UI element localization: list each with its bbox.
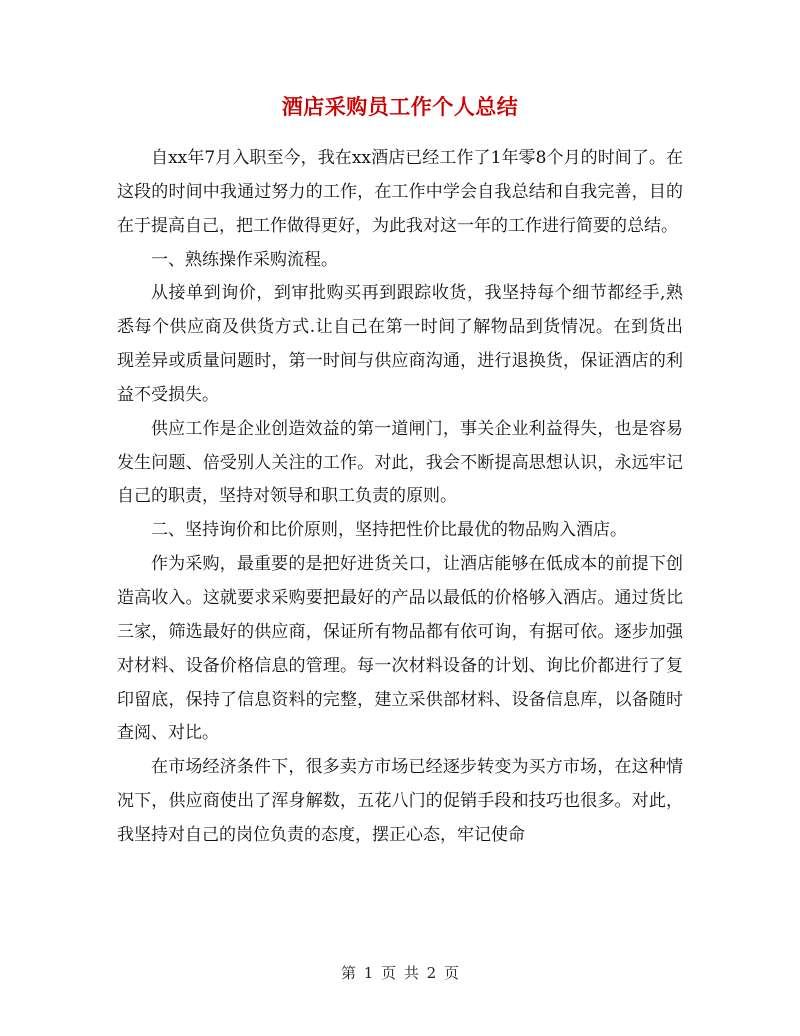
page-footer: 第 1 页 共 2 页 bbox=[341, 964, 459, 982]
section-heading-2: 二、坚持询价和比价原则，坚持把性价比最优的物品购入酒店。 bbox=[151, 520, 627, 541]
paragraph-intro: 自xx年7月入职至今，我在xx酒店已经工作了1年零8个月的时间了。在这段的时间中我通过努力的工作，在工作中学会自我总结和自我完善，目的在于提高自己，把工作做得更好，为此我对这一年的工作进行简要的总结。 bbox=[117, 148, 683, 236]
paragraph-market-conditions: 在市场经济条件下，很多卖方市场已经逐步转变为买方市场，在这种情况下，供应商使出了浑身解数，五花八门的促销手段和技巧也很多。对此，我坚持对自己的岗位负责的态度，摆正心态，牢记使命 bbox=[117, 757, 683, 845]
document-title: 酒店采购员工作个人总结 bbox=[281, 94, 519, 119]
document-body bbox=[117, 142, 683, 853]
paragraph-cost-control: 作为采购，最重要的是把好进货关口，让酒店能够在低成本的前提下创造高收入。这就要求采购要把最好的产品以最低的价格够入酒店。通过货比三家，筛选最好的供应商，保证所有物品都有依可询，有据可依。逐步加强对材料、设备价格信息的管理。每一次材料设备的计划、询比价都进行了复印留底，保持了信息资料的完整，建立采供部材料、设备信息库，以备随时查阅、对比。 bbox=[117, 554, 683, 744]
paragraph-supply-importance: 供应工作是企业创造效益的第一道闸门，事关企业利益得失，也是容易发生问题、倍受别人关注的工作。对此，我会不断提高思想认识，永远牢记自己的职责，坚持对领导和职工负责的原则。 bbox=[117, 418, 683, 507]
paragraph-procurement-process: 从接单到询价，到审批购买再到跟踪收货，我坚持每个细节都经手,熟悉每个供应商及供货方式.让自己在第一时间了解物品到货情况。在到货出现差异或质量问题时，第一时间与供应商沟通，进行退换货，保证酒店的利益不受损失。 bbox=[117, 283, 683, 405]
section-heading-1: 一、熟练操作采购流程。 bbox=[151, 249, 338, 270]
